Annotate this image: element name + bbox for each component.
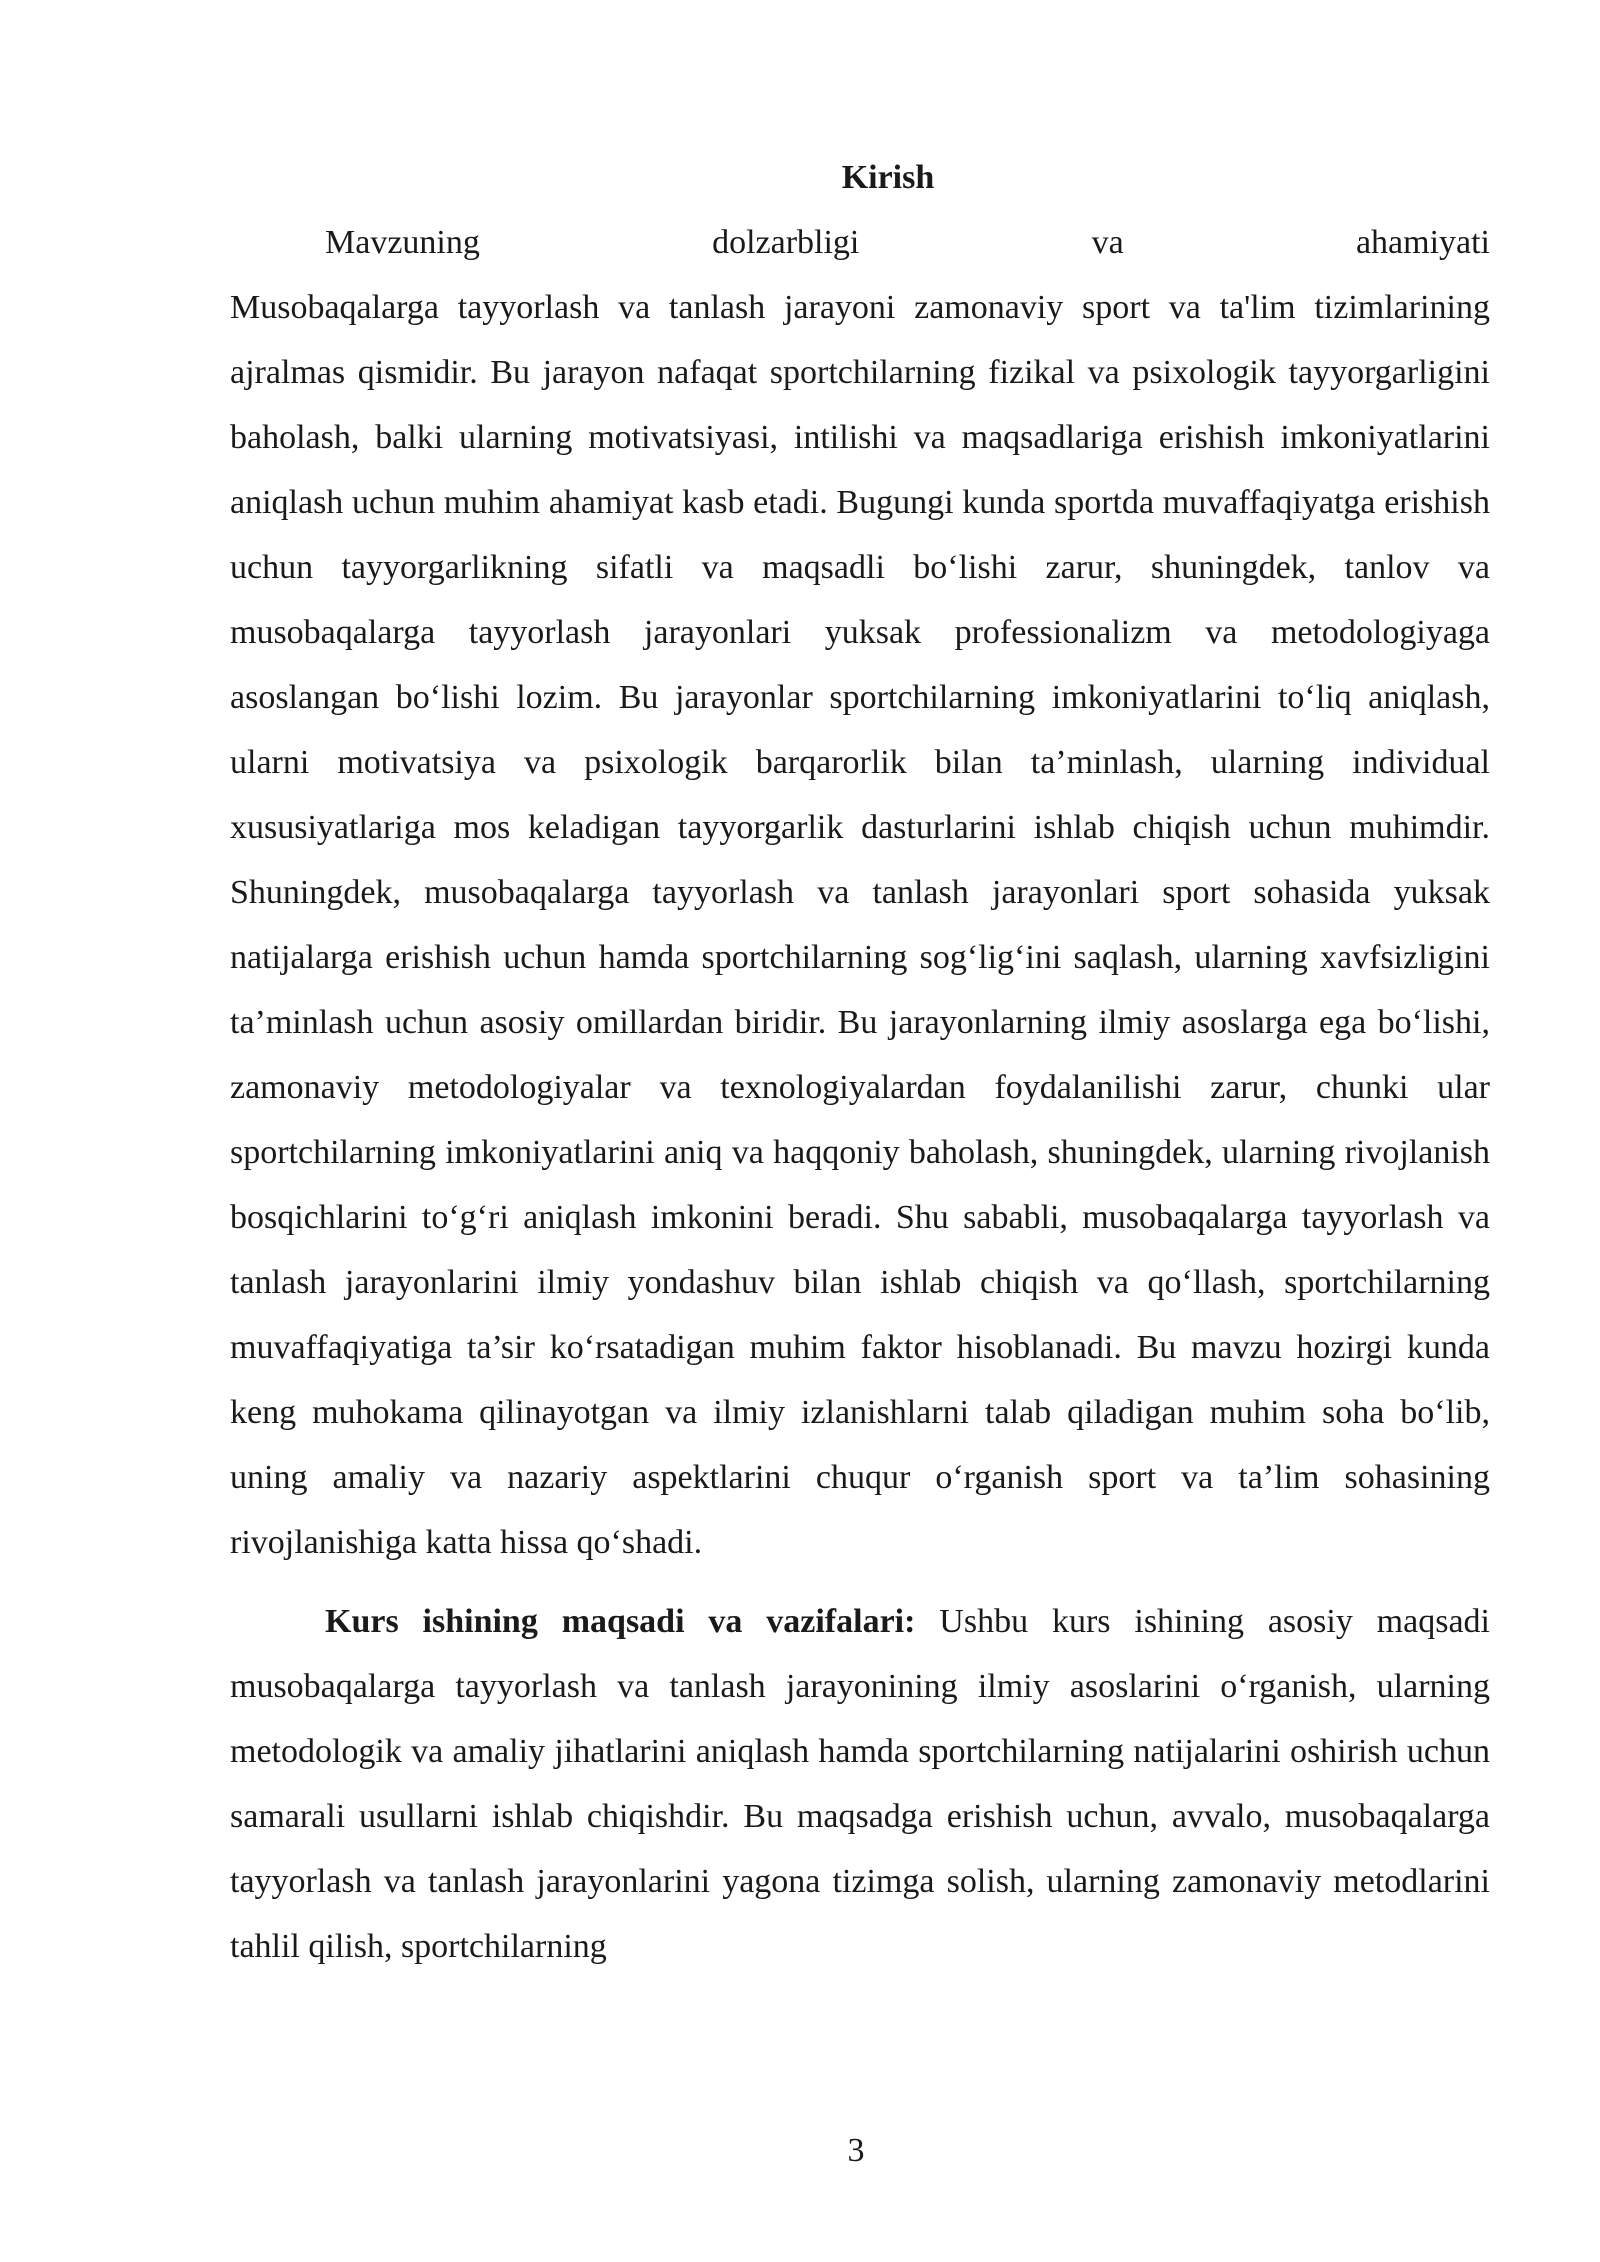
section-title: Kirish bbox=[841, 159, 935, 196]
page-number: 3 bbox=[847, 2132, 865, 2169]
intro-paragraph: Musobaqalarga tayyorlash va tanlash jarayoni zamonaviy sport va ta'lim tizimlarining ajralmas qismidir. Bu jarayon nafaqat sportchilarning fizikal va psixologik tayyorgarligini baholash, balki ularning motivatsiyasi, intilishi va maqsadlariga erishish imkoniyatlarini aniqlash uchun muhim ahamiyat kasb etadi. Bugungi kunda sportda muvaffaqiyatga erishish uchun tayyorgarlikning sifatli va maqsadli bo‘lishi zarur, shuningdek, tanlov va musobaqalarga tayyorlash jarayonlari yuksak professionalizm va metodologiyaga asoslangan bo‘lishi lozim. Bu jarayonlar sportchilarning imkoniyatlarini to‘liq aniqlash, ularni motivatsiya va psixologik barqarorlik bilan ta’minlash, ularning individual xususiyatlariga mos keladigan tayyorgarlik dasturlarini ishlab chiqish uchun muhimdir. Shuningdek, musobaqalarga tayyorlash va tanlash jarayonlari sport sohasida yuksak natijalarga erishish uchun hamda sportchilarning sog‘lig‘ini saqlash, ularning xavfsizligini ta’minlash uchun asosiy omillardan biridir. Bu jarayonlarning ilmiy asoslarga ega bo‘lishi, zamonaviy metodologiyalar va texnologiyalardan foydalanilishi zarur, chunki ular sportchilarning imkoniyatlarini aniq va haqqoniy baholash, shuningdek, ularning rivojlanish bosqichlarini to‘g‘ri aniqlash imkonini beradi. Shu sababli, musobaqalarga tayyorlash va tanlash jarayonlarini ilmiy yondashuv bilan ishlab chiqish va qo‘llash, sportchilarning muvaffaqiyatiga ta’sir ko‘rsatadigan muhim faktor hisoblanadi. Bu mavzu hozirgi kunda keng muhokama qilinayotgan va ilmiy izlanishlarni talab qiladigan muhim soha bo‘lib, uning amaliy va nazariy aspektlarini chuqur o‘rganish sport va ta’lim sohasining rivojlanishiga katta hissa qo‘shadi. bbox=[230, 289, 1490, 1561]
goals-text: Ushbu kurs ishining asosiy maqsadi musobaqalarga tayyorlash va tanlash jarayonining ilmiy asoslarini o‘rganish, ularning metodologik va amaliy jihatlarini aniqlash hamda sportchilarning natijalarini oshirish uchun samarali usullarni ishlab chiqishdir. Bu maqsadga erishish uchun, avvalo, musobaqalarga tayyorlash va tanlash jarayonlarini yagona tizimga solish, ularning zamonaviy metodlarini tahlil qilish, sportchilarning bbox=[230, 1603, 1490, 1965]
topic-heading: Mavzuning dolzarbligi va ahamiyati bbox=[325, 224, 1490, 261]
goals-label: Kurs ishining maqsadi va vazifalari: bbox=[325, 1603, 916, 1640]
goals-paragraph bbox=[230, 1589, 1490, 1979]
page-content bbox=[230, 145, 1490, 1979]
